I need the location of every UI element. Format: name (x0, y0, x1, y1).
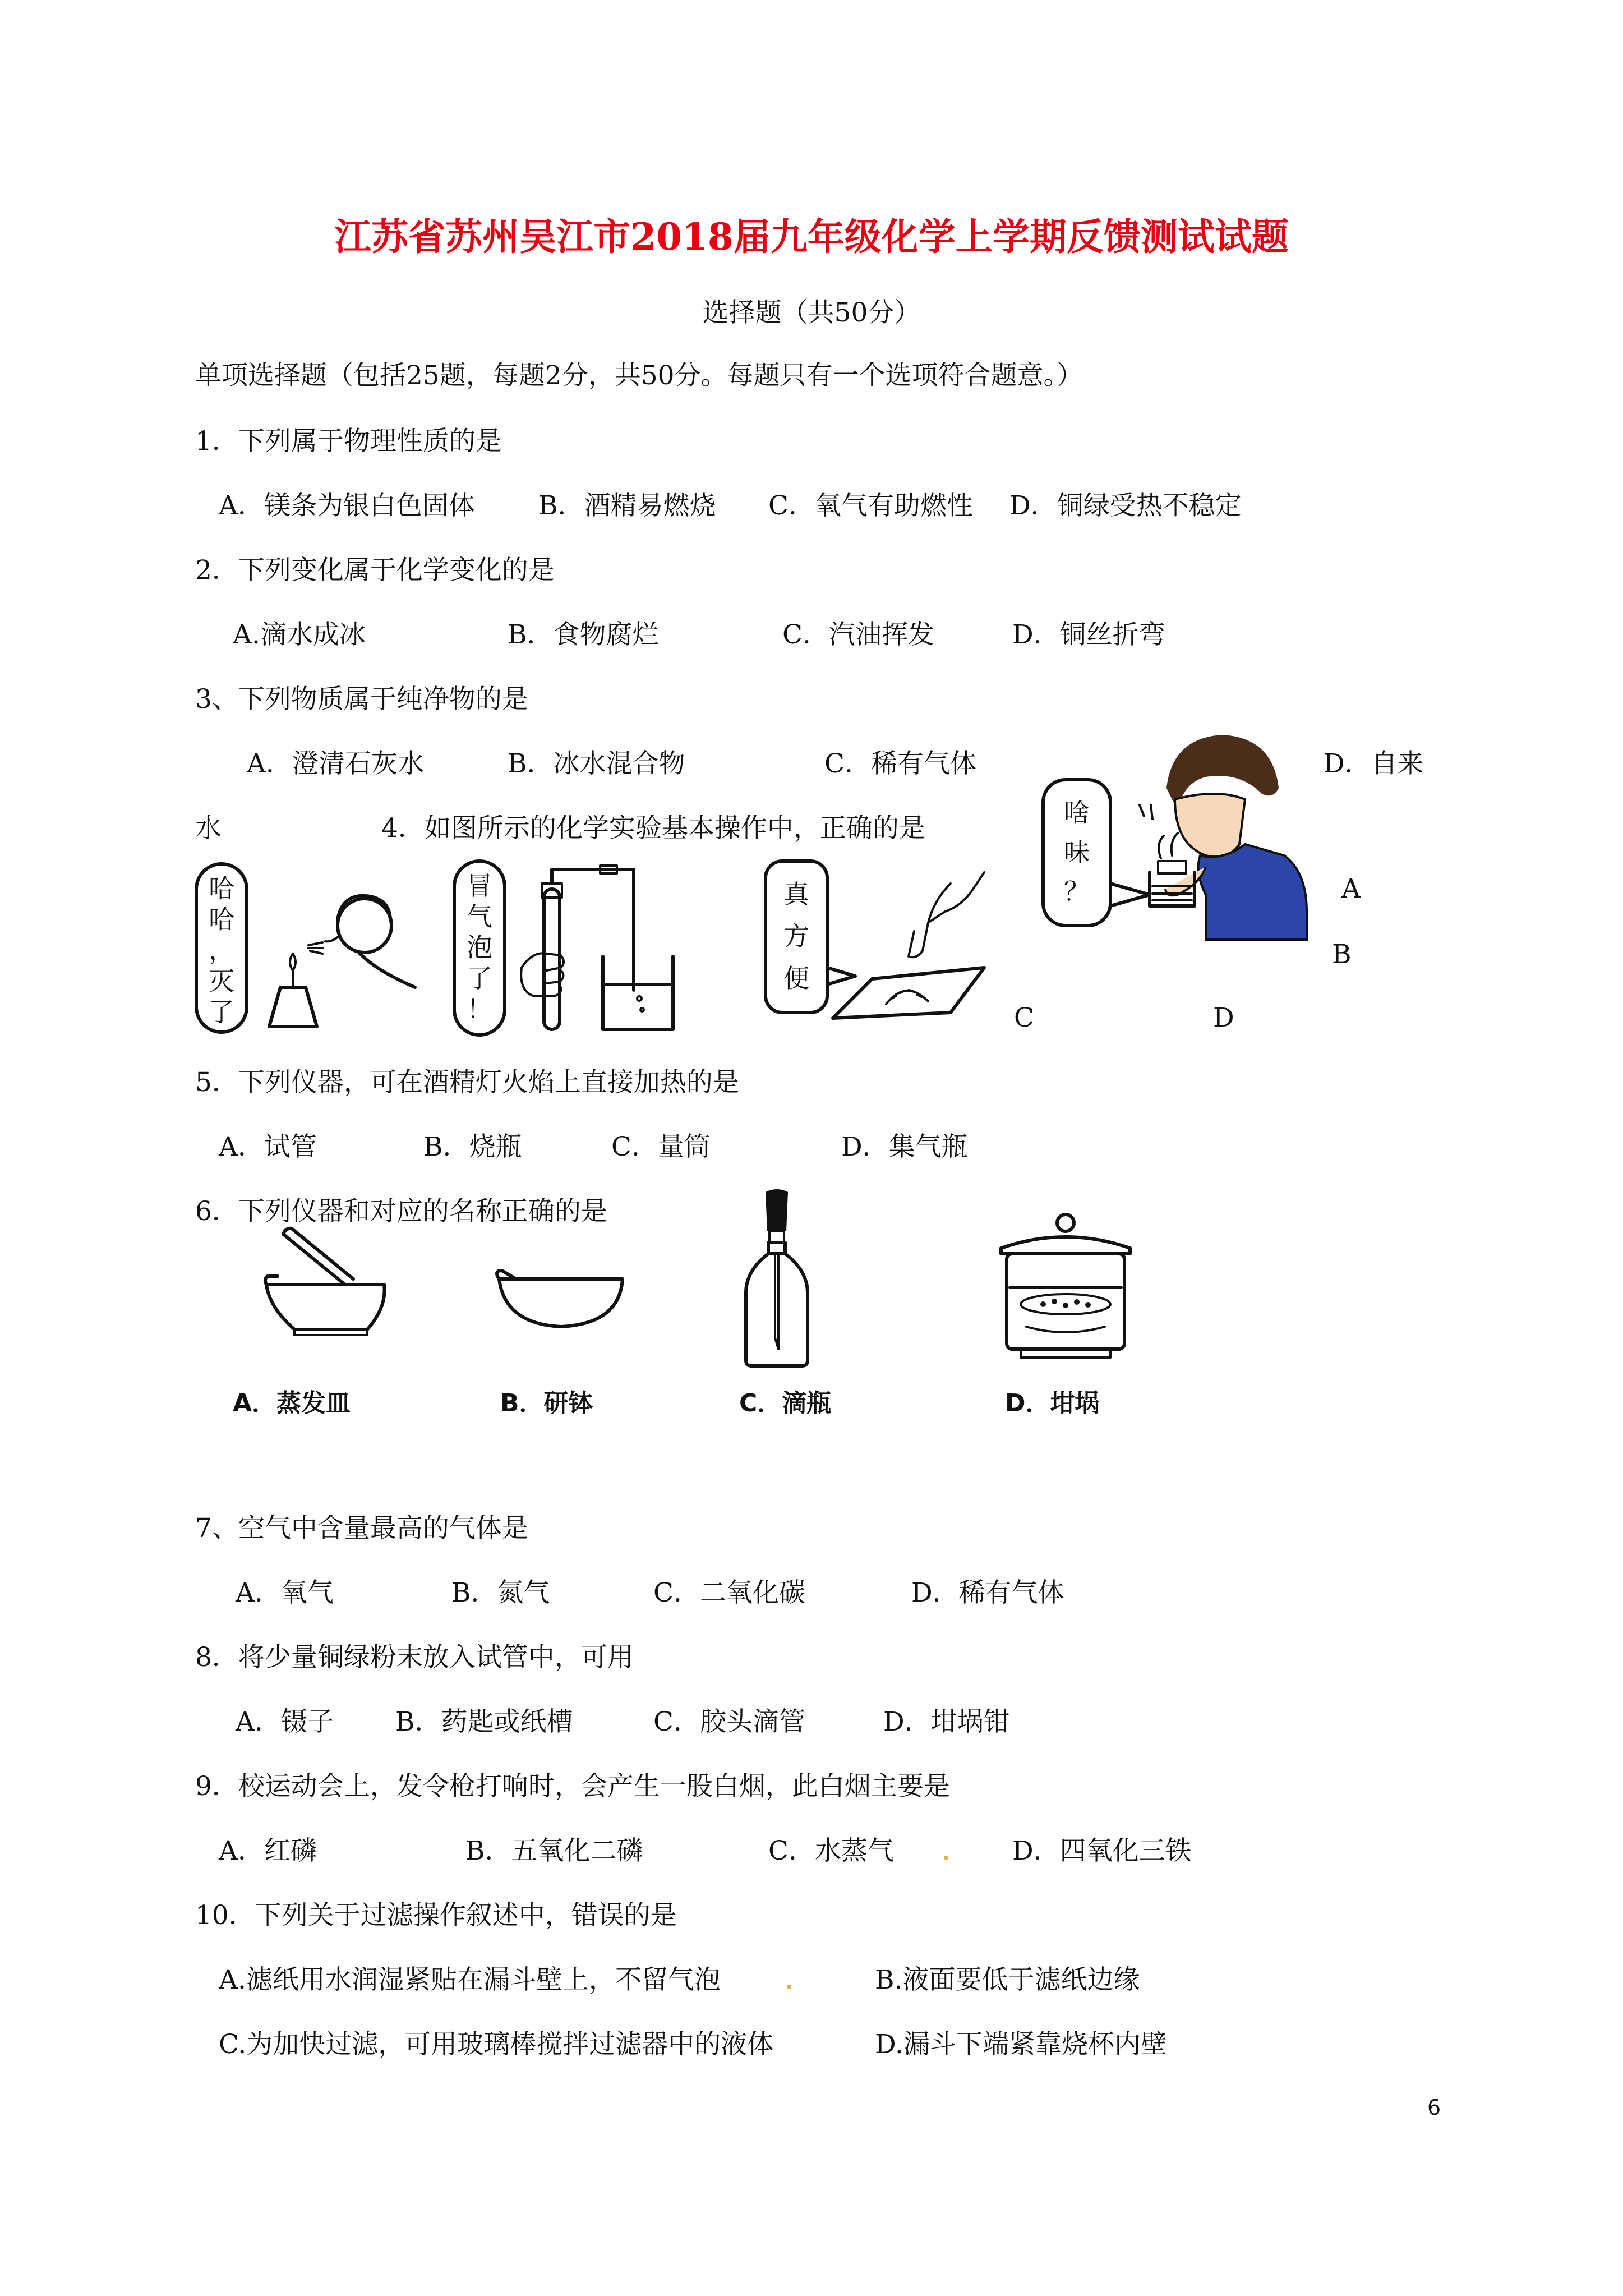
q8-option-b: B．药匙或纸槽 (395, 1706, 573, 1737)
q2-option-a: A.滴水成冰 (233, 619, 366, 650)
q9-option-a: A．红磷 (219, 1835, 317, 1866)
q2-stem: 2．下列变化属于化学变化的是 (195, 555, 555, 586)
q4c-bubble-3: 便 (783, 963, 809, 993)
q4b-bubble-1: 冒 (467, 871, 492, 901)
q5-stem: 5．下列仪器，可在酒精灯火焰上直接加热的是 (195, 1067, 739, 1098)
q7-stem: 7、空气中含量最高的气体是 (195, 1513, 528, 1544)
q8-stem: 8．将少量铜绿粉末放入试管中，可用 (195, 1642, 634, 1673)
q6-option-b: B．研钵 (500, 1389, 593, 1418)
section-heading: 选择题（共50分） (702, 297, 921, 328)
q5-option-c: C．量筒 (611, 1131, 711, 1162)
q4a-bubble-5: 了 (209, 997, 234, 1027)
q4b-bubble-3: 泡 (467, 932, 492, 963)
q6-image-mortar (261, 1223, 395, 1346)
q6-stem: 6．下列仪器和对应的名称正确的是 (195, 1196, 607, 1227)
q7-option-d: D．稀有气体 (911, 1577, 1064, 1608)
q6-image-dropper-bottle (735, 1186, 819, 1372)
q3-option-c: C．稀有气体 (824, 748, 976, 779)
q4d-bubble-2: 味 (1064, 837, 1090, 867)
q4-stem: 4．如图所示的化学实验基本操作中，正确的是 (381, 813, 925, 844)
q4b-bubble-4: 了 (467, 963, 492, 993)
q1-option-a: A．镁条为银白色固体 (219, 490, 475, 521)
q9-option-b: B．五氧化二磷 (465, 1835, 643, 1866)
stray-dot (787, 1985, 791, 1989)
q4-label-b: B (1332, 939, 1352, 970)
q4-image-c (760, 855, 995, 1024)
q1-stem: 1．下列属于物理性质的是 (195, 426, 502, 457)
q4d-bubble-3: ？ (1064, 876, 1090, 907)
q2-option-c: C．汽油挥发 (782, 619, 934, 650)
q7-option-a: A．氧气 (236, 1577, 334, 1608)
q6-image-dish (494, 1268, 628, 1335)
q5-option-d: D．集气瓶 (841, 1131, 968, 1162)
q9-option-c: C．水蒸气 (768, 1835, 894, 1866)
q2-option-d: D．铜丝折弯 (1012, 619, 1165, 650)
q10-option-c: C.为加快过滤，可用玻璃棒搅拌过滤器中的液体 (219, 2029, 774, 2060)
q3-stem: 3、下列物质属于纯净物的是 (195, 684, 528, 715)
q2-option-b: B．食物腐烂 (508, 619, 659, 650)
q10-option-a: A.滤纸用水润湿紧贴在漏斗壁上，不留气泡 (219, 1964, 721, 1995)
q3-option-d-cont: 水 (195, 813, 222, 844)
q4a-bubble-1: 哈 (209, 873, 234, 904)
q4c-bubble-2: 方 (783, 921, 809, 951)
stray-dot (944, 1856, 948, 1860)
q4c-bubble-1: 真 (783, 879, 809, 909)
q4-label-d: D (1213, 1002, 1234, 1033)
q4b-bubble-5: ！ (467, 994, 492, 1024)
q7-option-c: C．二氧化碳 (653, 1577, 805, 1608)
q4-label-c: C (1014, 1002, 1034, 1033)
q4-image-a (191, 858, 421, 1038)
q5-option-b: B．烧瓶 (423, 1131, 522, 1162)
q1-option-c: C．氧气有助燃性 (768, 490, 973, 521)
q3-option-b: B．冰水混合物 (508, 748, 685, 779)
page-title: 江苏省苏州吴江市2018届九年级化学上学期反馈测试试题 (334, 215, 1289, 259)
page-number: 6 (1427, 2095, 1441, 2120)
q3-option-a: A．澄清石灰水 (247, 748, 424, 779)
q9-option-d: D．四氧化三铁 (1012, 1835, 1192, 1866)
q8-option-d: D．坩埚钳 (883, 1706, 1010, 1737)
q1-option-b: B．酒精易燃烧 (538, 490, 716, 521)
q6-option-a: A．蒸发皿 (233, 1389, 351, 1418)
q4d-bubble-1: 啥 (1064, 798, 1090, 828)
q4a-bubble-2: 哈 (209, 904, 234, 935)
q10-option-b: B.液面要低于滤纸边缘 (875, 1964, 1140, 1995)
q5-option-a: A．试管 (219, 1131, 317, 1162)
q10-stem: 10．下列关于过滤操作叙述中，错误的是 (195, 1900, 677, 1931)
q4b-bubble-2: 气 (467, 901, 492, 932)
q3-option-d: D．自来 (1324, 748, 1424, 779)
q10-option-d: D.漏斗下端紧靠烧杯内壁 (875, 2029, 1167, 2060)
q8-option-c: C．胶头滴管 (653, 1706, 805, 1737)
q8-option-a: A．镊子 (236, 1706, 334, 1737)
q6-image-desiccator (993, 1209, 1138, 1360)
q1-option-d: D．铜绿受热不稳定 (1009, 490, 1242, 521)
q4a-bubble-4: 灭 (209, 966, 234, 996)
q4-label-a: A (1341, 873, 1361, 904)
q4-image-b (449, 855, 695, 1041)
q6-option-d: D．坩埚 (1005, 1389, 1100, 1418)
q4a-bubble-3: ， (209, 935, 234, 965)
q4-image-d (1038, 726, 1318, 940)
instructions: 单项选择题（包括25题，每题2分，共50分。每题只有一个选项符合题意。） (195, 360, 1083, 391)
q7-option-b: B．氮气 (451, 1577, 550, 1608)
q6-option-c: C．滴瓶 (739, 1389, 832, 1418)
q9-stem: 9．校运动会上，发令枪打响时，会产生一股白烟，此白烟主要是 (195, 1771, 950, 1802)
